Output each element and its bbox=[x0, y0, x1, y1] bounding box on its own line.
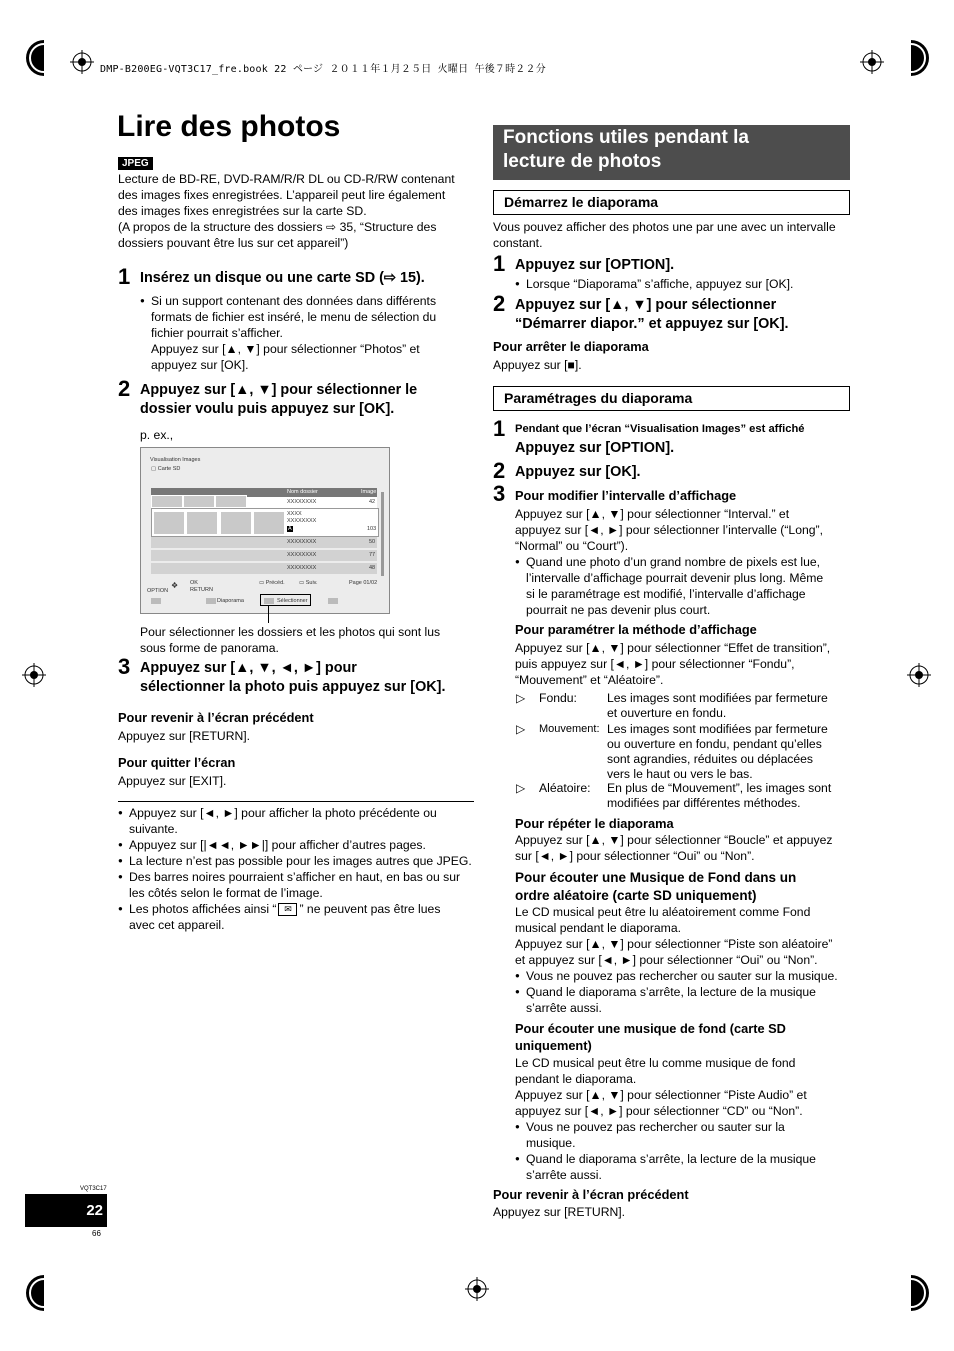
quit-heading: Pour quitter l’écran bbox=[118, 755, 236, 770]
crop-mark-bottom-left bbox=[22, 1275, 44, 1311]
stop-text: Appuyez sur [■]. bbox=[493, 358, 582, 372]
crop-mark-bottom-right bbox=[911, 1275, 933, 1311]
crop-mark-top-left bbox=[22, 40, 44, 76]
jpeg-badge: JPEG bbox=[118, 157, 153, 170]
settings-step-1: Appuyez sur [OPTION]. bbox=[515, 440, 675, 456]
next-label: ▭ Suiv. bbox=[299, 580, 318, 586]
method-heading: Pour paramétrer la méthode d’affichage bbox=[515, 622, 757, 637]
settings-step-2: Appuyez sur [OK]. bbox=[515, 464, 641, 480]
slideshow-heading: Démarrez le diaporama bbox=[493, 190, 850, 215]
step-number: 1 bbox=[118, 264, 131, 289]
registration-target-icon bbox=[907, 663, 931, 687]
step-number: 2 bbox=[118, 376, 131, 401]
panorama-note: Pour sélectionner les dossiers et les photos qui sont lus sous forme de panorama. bbox=[140, 625, 441, 655]
screen-subtitle: ▢ Carte SD bbox=[151, 466, 181, 472]
model-code: VQT3C17 bbox=[80, 1186, 107, 1192]
interval-heading: Pour modifier l’intervalle d’affichage bbox=[515, 488, 737, 503]
intro-text: Lecture de BD-RE, DVD-RAM/R/R DL ou CD-R/RW contenant des images fixes enregistrées. L’appareil peut lire également des images fixes enregistrées sur la carte SD. (A propos de la structure des dossiers ⇨ 35, “Structure des dossiers pouvant être lus sur cet appareil”) bbox=[118, 172, 455, 250]
section-banner: Fonctions utiles pendant la lecture de photos bbox=[493, 125, 850, 180]
print-header: DMP-B200EG-VQT3C17_fre.book 22 ページ ２０１１年１月２５日 火曜日 午後７時２２分 bbox=[100, 64, 546, 75]
dpad-icon: ❖ bbox=[171, 581, 179, 590]
return-text: Appuyez sur [RETURN]. bbox=[118, 729, 251, 743]
step-1-note: ● Si un support contenant des données dans différents formats de fichier est inséré, le menu de sélection du fichier pourrait s’afficher. Appuyez sur [▲, ▼] pour sélectionner “Photos” et appuyez sur [OK]. bbox=[140, 293, 470, 373]
step-1-text: Insérez un disque ou une carte SD (⇨ 15). bbox=[140, 270, 425, 286]
divider bbox=[118, 801, 474, 802]
screen-title: Visualisation Images bbox=[150, 457, 201, 463]
step-number: 2 bbox=[493, 291, 506, 316]
settings-step-1-pre: Pendant que l’écran “Visualisation Images” est affiché bbox=[515, 423, 805, 435]
settings-heading: Paramétrages du diaporama bbox=[493, 386, 850, 411]
step-3-text: Appuyez sur [▲, ▼, ◄, ►] pour sélectionner la photo puis appuyez sur [OK]. bbox=[140, 660, 446, 695]
registration-target-icon bbox=[860, 50, 884, 74]
repeat-body: Appuyez sur [▲, ▼] pour sélectionner “Boucle” et appuyez sur [◄, ►] pour sélectionner “Oui” ou “Non”. bbox=[515, 833, 833, 863]
repeat-heading: Pour répéter le diaporama bbox=[515, 816, 674, 831]
interval-body: Appuyez sur [▲, ▼] pour sélectionner “Interval.” et appuyez sur [◄, ►] pour sélectionner l’intervalle (“Long”, “Normal” ou “Court”). ● Quand une photo d’un grand nombre de pixels est lue, l’intervalle d’affichage pourrait devenir plus long. Même si le paramétrage est modifié, l’intervalle d’affichage pourrait ne pas devenir plus court. bbox=[515, 506, 855, 618]
step-number: 1 bbox=[493, 416, 506, 441]
folder-count: 42 bbox=[369, 499, 376, 505]
registration-target-icon bbox=[22, 663, 46, 687]
prev-label: ▭ Précéd. bbox=[259, 580, 285, 586]
page-number: 22 bbox=[25, 1194, 107, 1227]
background-music-body: Le CD musical peut être lu comme musique de fond pendant le diaporama. Appuyez sur [▲, ▼] pour sélectionner “Piste Audio” et appuyez sur [◄, ►] pour sélectionner “CD” ou “Non”. ● Vous ne pouvez pas rechercher ou sauter sur la musique. ● Quand le diaporama s’arrête, la lecture de la musique s’arrête aussi. bbox=[515, 1055, 855, 1183]
step-number: 1 bbox=[493, 251, 506, 276]
example-label: p. ex., bbox=[140, 428, 174, 442]
crop-mark-top-right bbox=[911, 40, 933, 76]
col-name-header: Nom dossier bbox=[287, 489, 318, 495]
return-heading: Pour revenir à l’écran précédent bbox=[118, 710, 314, 725]
background-music-heading: Pour écouter une musique de fond (carte SD uniquement) bbox=[515, 1021, 786, 1053]
slideshow-intro: Vous pouvez afficher des photos une par une avec un intervalle constant. bbox=[493, 220, 836, 250]
sub-page-number: 66 bbox=[92, 1229, 101, 1238]
method-body: Appuyez sur [▲, ▼] pour sélectionner “Effet de transition”, puis appuyez sur [◄, ►] pour sélectionner “Fondu”, “Mouvement” et “Aléatoire”. bbox=[515, 641, 831, 687]
right-return-text: Appuyez sur [RETURN]. bbox=[493, 1205, 626, 1219]
unsupported-photo-icon: ✉ bbox=[278, 903, 297, 916]
quit-text: Appuyez sur [EXIT]. bbox=[118, 774, 227, 788]
random-music-body: Le CD musical peut être lu aléatoirement comme Fond musical pendant le diaporama. Appuyez sur [▲, ▼] pour sélectionner “Piste son aléatoire” et appuyez sur [◄, ►] pour sélectionner “Oui” ou “Non”. ● Vous ne pouvez pas rechercher ou sauter sur la musique. ● Quand le diaporama s’arrête, la lecture de la musique s’arrête aussi. bbox=[515, 904, 855, 1016]
page-title: Lire des photos bbox=[117, 110, 341, 143]
step-2-text: Appuyez sur [▲, ▼] pour sélectionner le dossier voulu puis appuyez sur [OK]. bbox=[140, 382, 418, 417]
notes-list: ● Appuyez sur [◄, ►] pour afficher la photo précédente ou suivante. ● Appuyez sur [|◄◄, ►►|] pour afficher d’autres pages. ● La lecture n’est pas possible pour les images autres que JPEG. ● Des barres noires pourraient s’afficher en haut, en bas ou sur les côtés selon le format de l’image. ● Les photos affichées ainsi “ ✉ ” ne peuvent pas être lues avec cet appareil. bbox=[118, 805, 478, 933]
slideshow-step-1-note: ● Lorsque “Diaporama” s’affiche, appuyez sur [OK]. bbox=[515, 276, 793, 292]
slideshow-step-1: Appuyez sur [OPTION]. bbox=[515, 257, 675, 273]
slideshow-step-2: Appuyez sur [▲, ▼] pour sélectionner “Démarrer diapor.” et appuyez sur [OK]. bbox=[515, 297, 789, 332]
step-number: 2 bbox=[493, 458, 506, 483]
stop-heading: Pour arrêter le diaporama bbox=[493, 339, 649, 354]
step-number: 3 bbox=[118, 654, 131, 679]
right-return-heading: Pour revenir à l’écran précédent bbox=[493, 1187, 689, 1202]
screen-illustration: Visualisation Images ▢ Carte SD Nom dossier Image XXXXXXXX 42 XXXX XXXXXXXX A 103 XXXXXXXX 50 XXXXXXXX 77 XXXXXXXX 48 ❖ OK RETURN OPTION ▭ Précéd. ▭ Suiv. Page 01/02 Diaporama Sélectionner bbox=[140, 447, 390, 614]
col-count-header: Image bbox=[361, 489, 377, 495]
step-number: 3 bbox=[493, 481, 506, 506]
folder-row: XXXXXXXX bbox=[287, 499, 317, 505]
random-music-heading: Pour écouter une Musique de Fond dans un ordre aléatoire (carte SD uniquement) bbox=[515, 870, 797, 903]
registration-target-icon bbox=[70, 50, 94, 74]
registration-target-icon bbox=[465, 1277, 489, 1301]
